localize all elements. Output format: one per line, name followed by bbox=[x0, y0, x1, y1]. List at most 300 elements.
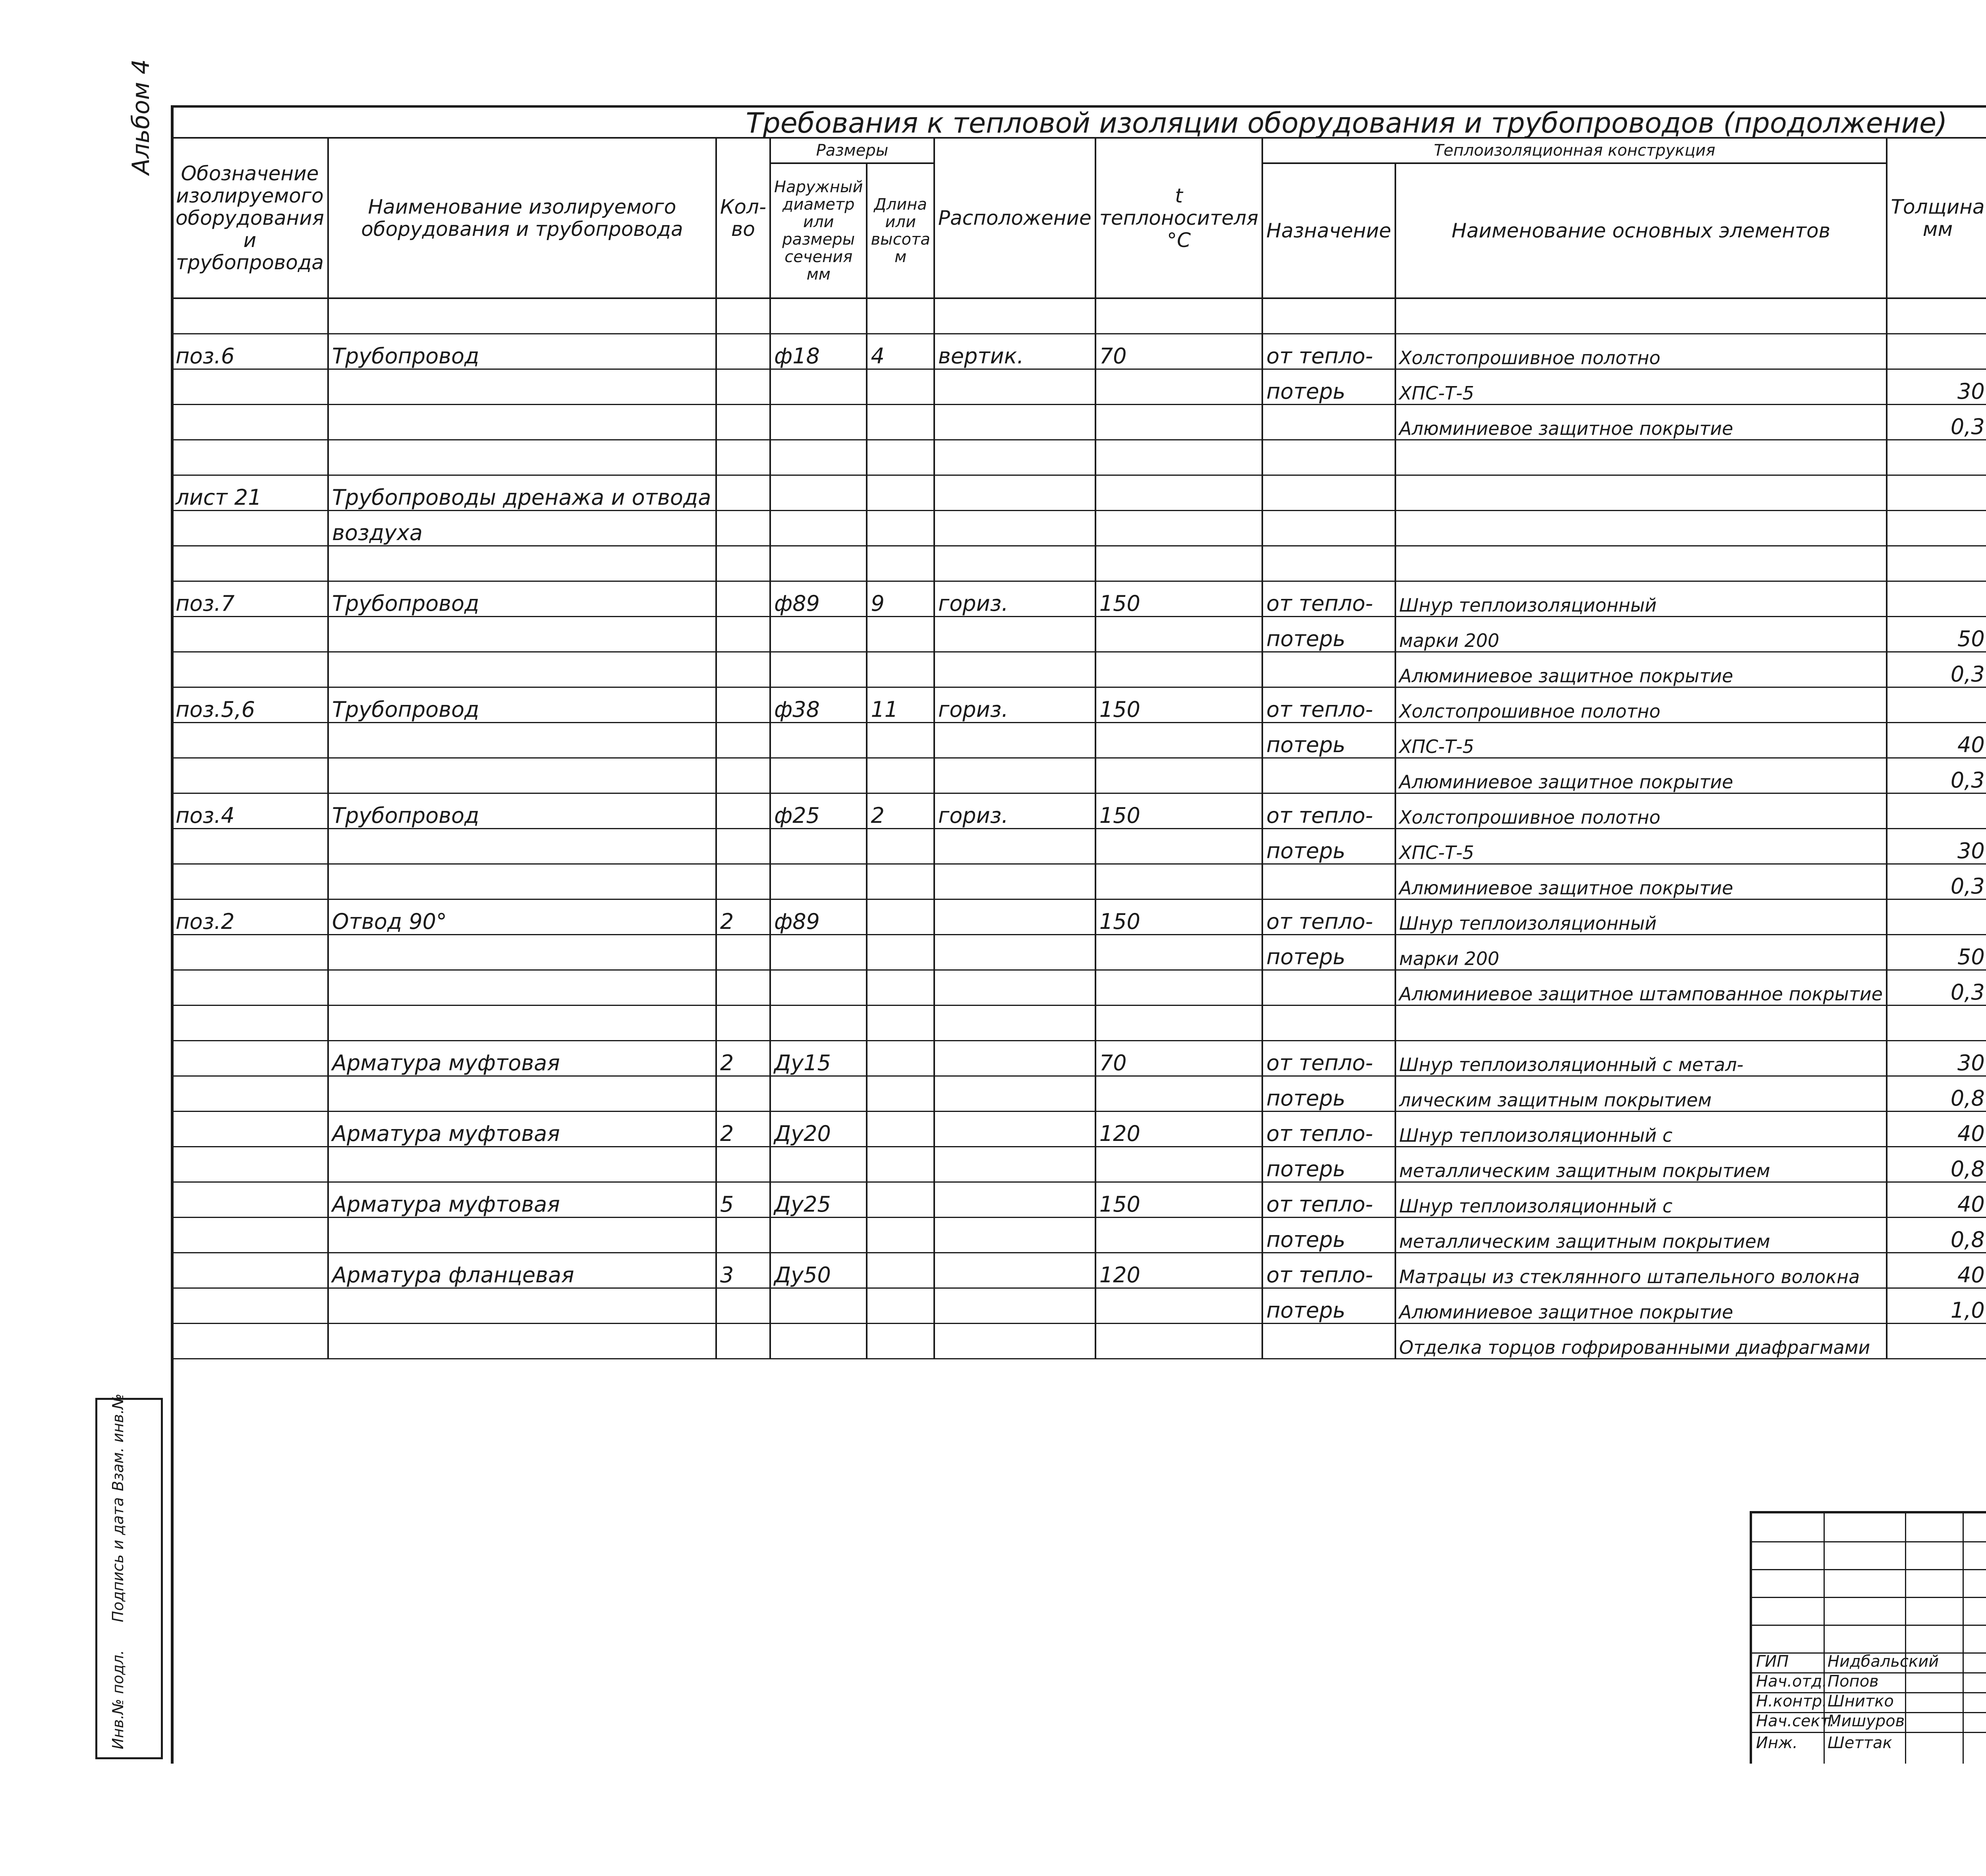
cell-thickness: 30 bbox=[1887, 829, 1986, 864]
cell-temp bbox=[1095, 864, 1262, 899]
cell-qty bbox=[716, 758, 770, 793]
cell-purpose bbox=[1262, 758, 1395, 793]
table-row bbox=[172, 899, 1986, 935]
cell-length bbox=[867, 970, 934, 1006]
cell-name bbox=[328, 546, 716, 581]
cell-length bbox=[867, 1288, 934, 1324]
table-row bbox=[172, 1218, 1986, 1253]
cell-diameter bbox=[770, 1218, 867, 1253]
cell-qty bbox=[716, 864, 770, 899]
cell-diameter bbox=[770, 369, 867, 405]
cell-thickness bbox=[1887, 1006, 1986, 1041]
cell-name bbox=[328, 1006, 716, 1041]
col-diameter: Наружный диаметр или размеры сечения мм bbox=[770, 163, 867, 298]
table-row bbox=[172, 617, 1986, 652]
cell-location bbox=[934, 864, 1095, 899]
cell-temp bbox=[1095, 1076, 1262, 1112]
cell-designation bbox=[172, 440, 328, 475]
cell-length bbox=[867, 475, 934, 511]
cell-diameter bbox=[770, 935, 867, 970]
cell-temp bbox=[1095, 1218, 1262, 1253]
cell-qty: 2 bbox=[716, 1112, 770, 1147]
cell-length bbox=[867, 652, 934, 687]
cell-temp bbox=[1095, 511, 1262, 546]
staff-role-0: ГИП bbox=[1756, 1652, 1789, 1671]
cell-temp bbox=[1095, 1288, 1262, 1324]
cell-element: ХПС-Т-5 bbox=[1395, 829, 1887, 864]
cell-name bbox=[328, 829, 716, 864]
cell-location bbox=[934, 935, 1095, 970]
cell-location: гориз. bbox=[934, 581, 1095, 617]
cell-length: 4 bbox=[867, 334, 934, 369]
cell-length bbox=[867, 405, 934, 440]
cell-qty bbox=[716, 1006, 770, 1041]
cell-purpose: от тепло- bbox=[1262, 334, 1395, 369]
cell-element: Шнур теплоизоляционный bbox=[1395, 581, 1887, 617]
cell-diameter bbox=[770, 440, 867, 475]
col-location: Расположение bbox=[934, 138, 1095, 298]
cell-temp: 150 bbox=[1095, 793, 1262, 829]
cell-designation bbox=[172, 298, 328, 334]
cell-element: Шнур теплоизоляционный bbox=[1395, 899, 1887, 935]
table-row bbox=[172, 1253, 1986, 1288]
table-row bbox=[172, 581, 1986, 617]
cell-name bbox=[328, 440, 716, 475]
cell-purpose bbox=[1262, 298, 1395, 334]
cell-element: марки 200 bbox=[1395, 935, 1887, 970]
cell-qty bbox=[716, 935, 770, 970]
title-block bbox=[1750, 1511, 1986, 1764]
cell-element: металлическим защитным покрытием bbox=[1395, 1218, 1887, 1253]
cell-element: Холстопрошивное полотно bbox=[1395, 334, 1887, 369]
cell-qty bbox=[716, 581, 770, 617]
cell-temp bbox=[1095, 723, 1262, 758]
staff-name-3: Мишуров bbox=[1828, 1712, 1905, 1730]
cell-element: Шнур теплоизоляционный с метал- bbox=[1395, 1041, 1887, 1076]
cell-element bbox=[1395, 511, 1887, 546]
cell-location bbox=[934, 298, 1095, 334]
cell-diameter: ф89 bbox=[770, 899, 867, 935]
cell-length bbox=[867, 1182, 934, 1218]
table-row bbox=[172, 475, 1986, 511]
cell-name: воздуха bbox=[328, 511, 716, 546]
cell-diameter: Ду50 bbox=[770, 1253, 867, 1288]
cell-location bbox=[934, 511, 1095, 546]
cell-qty bbox=[716, 687, 770, 723]
cell-qty bbox=[716, 546, 770, 581]
cell-name: Трубопровод bbox=[328, 334, 716, 369]
cell-qty bbox=[716, 723, 770, 758]
table-row bbox=[172, 829, 1986, 864]
cell-temp bbox=[1095, 546, 1262, 581]
cell-designation bbox=[172, 1253, 328, 1288]
cell-temp bbox=[1095, 1147, 1262, 1182]
staff-role-2: Н.контр. bbox=[1756, 1692, 1827, 1710]
cell-name bbox=[328, 1147, 716, 1182]
cell-qty bbox=[716, 1288, 770, 1324]
cell-name bbox=[328, 864, 716, 899]
cell-length bbox=[867, 1076, 934, 1112]
staff-role-4: Инж. bbox=[1756, 1734, 1798, 1752]
cell-diameter bbox=[770, 652, 867, 687]
cell-thickness bbox=[1887, 298, 1986, 334]
cell-temp bbox=[1095, 369, 1262, 405]
cell-purpose: потерь bbox=[1262, 369, 1395, 405]
cell-purpose bbox=[1262, 970, 1395, 1006]
cell-element: лическим защитным покрытием bbox=[1395, 1076, 1887, 1112]
cell-length bbox=[867, 298, 934, 334]
cell-purpose: от тепло- bbox=[1262, 1041, 1395, 1076]
col-purpose: Назначение bbox=[1262, 163, 1395, 298]
table-row bbox=[172, 1182, 1986, 1218]
table-row bbox=[172, 864, 1986, 899]
cell-element bbox=[1395, 440, 1887, 475]
page-title: Требования к тепловой изоляции оборудования и трубопроводов (продолжение) bbox=[746, 107, 1947, 139]
cell-length bbox=[867, 1218, 934, 1253]
cell-name bbox=[328, 723, 716, 758]
cell-purpose: потерь bbox=[1262, 935, 1395, 970]
cell-name bbox=[328, 369, 716, 405]
cell-element: Алюминиевое защитное покрытие bbox=[1395, 864, 1887, 899]
cell-element: ХПС-Т-5 bbox=[1395, 723, 1887, 758]
cell-diameter bbox=[770, 1147, 867, 1182]
sign-date-label: Подпись и дата bbox=[109, 1497, 127, 1622]
cell-element bbox=[1395, 546, 1887, 581]
cell-location bbox=[934, 1076, 1095, 1112]
cell-thickness bbox=[1887, 511, 1986, 546]
cell-purpose: от тепло- bbox=[1262, 1112, 1395, 1147]
cell-length: 2 bbox=[867, 793, 934, 829]
cell-name bbox=[328, 617, 716, 652]
cell-location bbox=[934, 1147, 1095, 1182]
cell-element bbox=[1395, 1006, 1887, 1041]
col-construction: Теплоизоляционная конструкция bbox=[1262, 138, 1887, 163]
cell-thickness: 0,3 bbox=[1887, 758, 1986, 793]
cell-purpose: потерь bbox=[1262, 617, 1395, 652]
cell-element: Алюминиевое защитное покрытие bbox=[1395, 405, 1887, 440]
cell-location bbox=[934, 970, 1095, 1006]
cell-element: ХПС-Т-5 bbox=[1395, 369, 1887, 405]
cell-diameter bbox=[770, 723, 867, 758]
cell-name: Трубопровод bbox=[328, 793, 716, 829]
cell-designation bbox=[172, 1288, 328, 1324]
table-row bbox=[172, 652, 1986, 687]
cell-qty bbox=[716, 652, 770, 687]
cell-temp bbox=[1095, 440, 1262, 475]
cell-thickness: 0,8 bbox=[1887, 1076, 1986, 1112]
cell-qty bbox=[716, 440, 770, 475]
cell-thickness: 40 bbox=[1887, 1182, 1986, 1218]
cell-purpose: от тепло- bbox=[1262, 1182, 1395, 1218]
inv-orig-label: Инв.№ подл. bbox=[109, 1650, 127, 1749]
cell-diameter bbox=[770, 475, 867, 511]
cell-temp: 150 bbox=[1095, 899, 1262, 935]
cell-name: Трубопровод bbox=[328, 687, 716, 723]
cell-qty: 5 bbox=[716, 1182, 770, 1218]
cell-qty bbox=[716, 793, 770, 829]
cell-element: марки 200 bbox=[1395, 617, 1887, 652]
cell-element: металлическим защитным покрытием bbox=[1395, 1147, 1887, 1182]
cell-designation bbox=[172, 1006, 328, 1041]
col-sizes: Размеры bbox=[770, 138, 934, 163]
cell-diameter: ф18 bbox=[770, 334, 867, 369]
table-row bbox=[172, 369, 1986, 405]
cell-qty bbox=[716, 1076, 770, 1112]
cell-purpose: потерь bbox=[1262, 829, 1395, 864]
cell-qty bbox=[716, 970, 770, 1006]
cell-length bbox=[867, 1112, 934, 1147]
cell-designation bbox=[172, 723, 328, 758]
cell-diameter bbox=[770, 1006, 867, 1041]
cell-qty: 2 bbox=[716, 899, 770, 935]
table-row bbox=[172, 334, 1986, 369]
cell-qty bbox=[716, 1324, 770, 1359]
cell-location bbox=[934, 1182, 1095, 1218]
table-row bbox=[172, 1288, 1986, 1324]
cell-purpose: от тепло- bbox=[1262, 899, 1395, 935]
cell-temp bbox=[1095, 1006, 1262, 1041]
cell-length bbox=[867, 1253, 934, 1288]
cell-thickness: 0,8 bbox=[1887, 1147, 1986, 1182]
cell-location bbox=[934, 475, 1095, 511]
cell-thickness bbox=[1887, 334, 1986, 369]
cell-designation bbox=[172, 1112, 328, 1147]
cell-designation bbox=[172, 829, 328, 864]
cell-qty bbox=[716, 405, 770, 440]
cell-length bbox=[867, 723, 934, 758]
table-row bbox=[172, 1324, 1986, 1359]
cell-element bbox=[1395, 475, 1887, 511]
cell-length: 11 bbox=[867, 687, 934, 723]
cell-thickness: 50 bbox=[1887, 935, 1986, 970]
cell-location bbox=[934, 1006, 1095, 1041]
table-row bbox=[172, 1076, 1986, 1112]
table-row bbox=[172, 1006, 1986, 1041]
staff-role-3: Нач.сект. bbox=[1756, 1712, 1835, 1730]
cell-designation: поз.5,6 bbox=[172, 687, 328, 723]
table-row bbox=[172, 1112, 1986, 1147]
cell-name: Арматура муфтовая bbox=[328, 1041, 716, 1076]
cell-location bbox=[934, 369, 1095, 405]
col-elements: Наименование основных элементов bbox=[1395, 163, 1887, 298]
cell-length: 9 bbox=[867, 581, 934, 617]
table-row bbox=[172, 405, 1986, 440]
cell-length bbox=[867, 1041, 934, 1076]
table-row bbox=[172, 440, 1986, 475]
cell-temp: 70 bbox=[1095, 1041, 1262, 1076]
cell-thickness bbox=[1887, 687, 1986, 723]
cell-designation: поз.2 bbox=[172, 899, 328, 935]
cell-thickness: 0,8 bbox=[1887, 1218, 1986, 1253]
cell-temp: 120 bbox=[1095, 1253, 1262, 1288]
cell-designation bbox=[172, 511, 328, 546]
col-qty: Кол-во bbox=[716, 138, 770, 298]
table-row bbox=[172, 687, 1986, 723]
cell-location bbox=[934, 1041, 1095, 1076]
cell-diameter bbox=[770, 405, 867, 440]
cell-purpose bbox=[1262, 546, 1395, 581]
cell-thickness: 1,0 bbox=[1887, 1288, 1986, 1324]
cell-qty bbox=[716, 617, 770, 652]
cell-thickness: 0,3 bbox=[1887, 652, 1986, 687]
table-row bbox=[172, 758, 1986, 793]
cell-thickness: 30 bbox=[1887, 369, 1986, 405]
cell-element: Матрацы из стеклянного штапельного волокна bbox=[1395, 1253, 1887, 1288]
cell-purpose bbox=[1262, 1006, 1395, 1041]
replace-inv-label: Взам. инв.№ bbox=[109, 1393, 127, 1491]
cell-diameter bbox=[770, 829, 867, 864]
cell-purpose bbox=[1262, 440, 1395, 475]
cell-diameter bbox=[770, 1076, 867, 1112]
cell-location bbox=[934, 723, 1095, 758]
cell-location bbox=[934, 1112, 1095, 1147]
cell-temp bbox=[1095, 617, 1262, 652]
staff-name-0: Нидбальский bbox=[1828, 1652, 1939, 1671]
cell-location: вертик. bbox=[934, 334, 1095, 369]
cell-element: Алюминиевое защитное покрытие bbox=[1395, 1288, 1887, 1324]
cell-purpose: потерь bbox=[1262, 723, 1395, 758]
cell-purpose: от тепло- bbox=[1262, 687, 1395, 723]
cell-purpose bbox=[1262, 652, 1395, 687]
cell-diameter bbox=[770, 758, 867, 793]
cell-thickness: 0,3 bbox=[1887, 864, 1986, 899]
table-row bbox=[172, 1147, 1986, 1182]
cell-qty: 2 bbox=[716, 1041, 770, 1076]
cell-temp bbox=[1095, 475, 1262, 511]
cell-designation bbox=[172, 1182, 328, 1218]
cell-location bbox=[934, 899, 1095, 935]
table-row bbox=[172, 793, 1986, 829]
cell-qty bbox=[716, 511, 770, 546]
cell-temp bbox=[1095, 652, 1262, 687]
cell-temp bbox=[1095, 298, 1262, 334]
cell-designation: лист 21 bbox=[172, 475, 328, 511]
cell-name: Отвод 90° bbox=[328, 899, 716, 935]
cell-length bbox=[867, 899, 934, 935]
cell-purpose: от тепло- bbox=[1262, 581, 1395, 617]
cell-qty bbox=[716, 1218, 770, 1253]
cell-thickness bbox=[1887, 475, 1986, 511]
cell-purpose bbox=[1262, 1324, 1395, 1359]
cell-location bbox=[934, 1253, 1095, 1288]
cell-designation bbox=[172, 1324, 328, 1359]
staff-role-1: Нач.отд. bbox=[1756, 1672, 1828, 1691]
stamp-column bbox=[95, 1393, 163, 1759]
table-row bbox=[172, 970, 1986, 1006]
cell-name: Арматура муфтовая bbox=[328, 1112, 716, 1147]
staff-name-4: Шеттак bbox=[1828, 1734, 1892, 1752]
cell-thickness bbox=[1887, 581, 1986, 617]
cell-thickness: 0,3 bbox=[1887, 405, 1986, 440]
cell-thickness: 40 bbox=[1887, 1112, 1986, 1147]
insulation-table bbox=[171, 137, 1986, 1359]
cell-temp: 150 bbox=[1095, 687, 1262, 723]
table-row bbox=[172, 1041, 1986, 1076]
cell-temp bbox=[1095, 405, 1262, 440]
cell-purpose bbox=[1262, 405, 1395, 440]
cell-length bbox=[867, 829, 934, 864]
cell-designation bbox=[172, 1147, 328, 1182]
cell-length bbox=[867, 617, 934, 652]
cell-name bbox=[328, 298, 716, 334]
cell-designation bbox=[172, 864, 328, 899]
cell-thickness bbox=[1887, 440, 1986, 475]
cell-diameter bbox=[770, 1288, 867, 1324]
cell-diameter bbox=[770, 1324, 867, 1359]
cell-element: Холстопрошивное полотно bbox=[1395, 793, 1887, 829]
cell-diameter: Ду20 bbox=[770, 1112, 867, 1147]
cell-name: Трубопровод bbox=[328, 581, 716, 617]
cell-purpose bbox=[1262, 864, 1395, 899]
cell-name bbox=[328, 758, 716, 793]
cell-element: Шнур теплоизоляционный с bbox=[1395, 1112, 1887, 1147]
cell-length bbox=[867, 1147, 934, 1182]
cell-designation: поз.7 bbox=[172, 581, 328, 617]
cell-thickness bbox=[1887, 899, 1986, 935]
cell-purpose bbox=[1262, 475, 1395, 511]
cell-designation bbox=[172, 1076, 328, 1112]
cell-qty bbox=[716, 475, 770, 511]
cell-length bbox=[867, 440, 934, 475]
cell-name bbox=[328, 970, 716, 1006]
cell-temp: 120 bbox=[1095, 1112, 1262, 1147]
cell-purpose: потерь bbox=[1262, 1076, 1395, 1112]
album-label: Альбом 4 bbox=[127, 59, 155, 175]
cell-length bbox=[867, 369, 934, 405]
cell-diameter bbox=[770, 511, 867, 546]
cell-temp bbox=[1095, 758, 1262, 793]
cell-temp: 150 bbox=[1095, 581, 1262, 617]
staff-name-2: Шнитко bbox=[1828, 1692, 1894, 1710]
cell-designation bbox=[172, 369, 328, 405]
cell-element: Шнур теплоизоляционный с bbox=[1395, 1182, 1887, 1218]
cell-designation bbox=[172, 546, 328, 581]
cell-length bbox=[867, 511, 934, 546]
cell-name: Арматура фланцевая bbox=[328, 1253, 716, 1288]
cell-temp: 70 bbox=[1095, 334, 1262, 369]
cell-location bbox=[934, 1324, 1095, 1359]
cell-thickness: 40 bbox=[1887, 1253, 1986, 1288]
cell-diameter bbox=[770, 298, 867, 334]
cell-purpose bbox=[1262, 511, 1395, 546]
cell-length bbox=[867, 1006, 934, 1041]
cell-thickness: 40 bbox=[1887, 723, 1986, 758]
table-row bbox=[172, 723, 1986, 758]
cell-element: Холстопрошивное полотно bbox=[1395, 687, 1887, 723]
cell-purpose: потерь bbox=[1262, 1147, 1395, 1182]
cell-purpose: потерь bbox=[1262, 1218, 1395, 1253]
staff-name-1: Попов bbox=[1828, 1672, 1879, 1691]
cell-name bbox=[328, 405, 716, 440]
cell-temp: 150 bbox=[1095, 1182, 1262, 1218]
cell-length bbox=[867, 864, 934, 899]
cell-location bbox=[934, 440, 1095, 475]
cell-thickness bbox=[1887, 793, 1986, 829]
cell-location bbox=[934, 652, 1095, 687]
cell-name bbox=[328, 1288, 716, 1324]
cell-element: Алюминиевое защитное покрытие bbox=[1395, 652, 1887, 687]
cell-diameter: Ду25 bbox=[770, 1182, 867, 1218]
cell-qty bbox=[716, 369, 770, 405]
cell-length bbox=[867, 758, 934, 793]
cell-name: Арматура муфтовая bbox=[328, 1182, 716, 1218]
cell-location bbox=[934, 758, 1095, 793]
cell-diameter: ф89 bbox=[770, 581, 867, 617]
cell-location: гориз. bbox=[934, 793, 1095, 829]
cell-name bbox=[328, 1324, 716, 1359]
cell-location bbox=[934, 405, 1095, 440]
cell-thickness: 0,3 bbox=[1887, 970, 1986, 1006]
